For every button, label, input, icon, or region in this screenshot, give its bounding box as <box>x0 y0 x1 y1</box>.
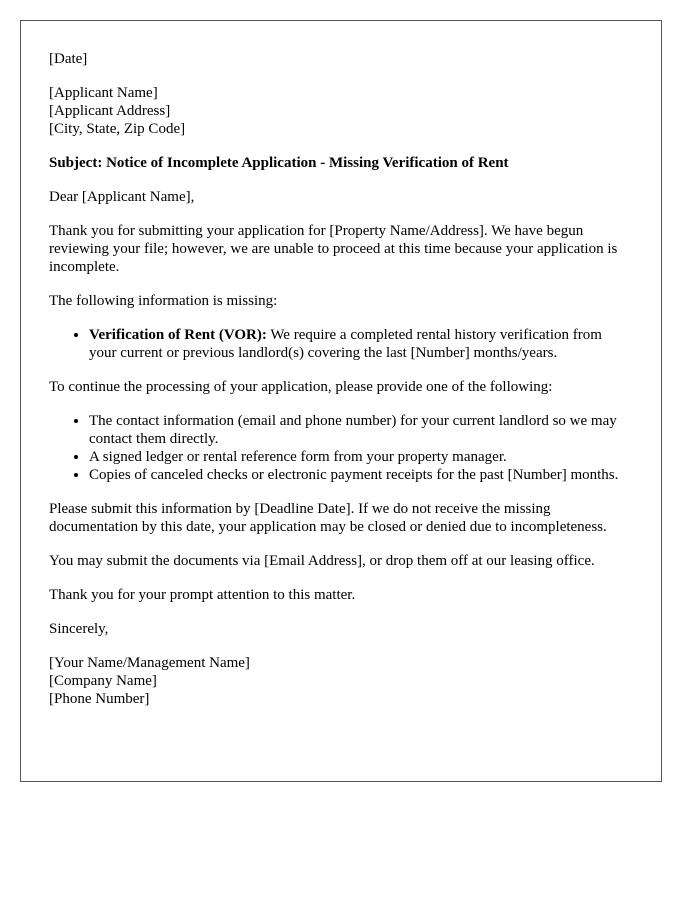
missing-info-heading: The following information is missing: <box>49 293 278 309</box>
recipient-address: [Applicant Address] <box>49 103 171 119</box>
letter-date: [Date] <box>49 51 88 67</box>
submission-paragraph: You may submit the documents via [Email Address], or drop them off at our leasing office. <box>49 553 595 569</box>
recipient-name: [Applicant Name] <box>49 85 158 101</box>
option-item: • Copies of canceled checks or electronic payment receipts for the past [Number] months. <box>89 466 633 484</box>
letter-page <box>20 20 662 782</box>
recipient-city-state-zip: [City, State, Zip Code] <box>49 121 186 137</box>
missing-item-label: Verification of Rent (VOR): <box>89 327 267 343</box>
option-item: • The contact information (email and phone number) for your current landlord so we may contact them directly. <box>89 412 633 448</box>
recipient-address-block <box>49 84 633 138</box>
signature-name: [Your Name/Management Name] <box>49 655 250 671</box>
missing-items-list <box>49 326 633 362</box>
closing: Sincerely, <box>49 621 109 637</box>
subject-line: Subject: Notice of Incomplete Application - Missing Verification of Rent <box>49 155 509 171</box>
option-item: • A signed ledger or rental reference form from your property manager. <box>89 448 633 466</box>
missing-item-text: We require a completed rental history verification from your current or previous landlord(s) covering the last [Number] months/years. <box>89 327 602 361</box>
deadline-paragraph: Please submit this information by [Deadline Date]. If we do not receive the missing documentation by this date, your application may be closed or denied due to incompleteness. <box>49 501 607 535</box>
thanks-paragraph: Thank you for your prompt attention to this matter. <box>49 587 356 603</box>
intro-paragraph: Thank you for submitting your application for [Property Name/Address]. We have begun reviewing your file; however, we are unable to proceed at this time because your application is incomplete. <box>49 223 618 275</box>
options-list <box>49 412 633 484</box>
signature-company: [Company Name] <box>49 673 157 689</box>
missing-item <box>89 326 633 362</box>
options-heading: To continue the processing of your application, please provide one of the following: <box>49 379 553 395</box>
signature-block <box>49 654 633 708</box>
signature-phone: [Phone Number] <box>49 691 150 707</box>
salutation: Dear [Applicant Name], <box>49 189 195 205</box>
